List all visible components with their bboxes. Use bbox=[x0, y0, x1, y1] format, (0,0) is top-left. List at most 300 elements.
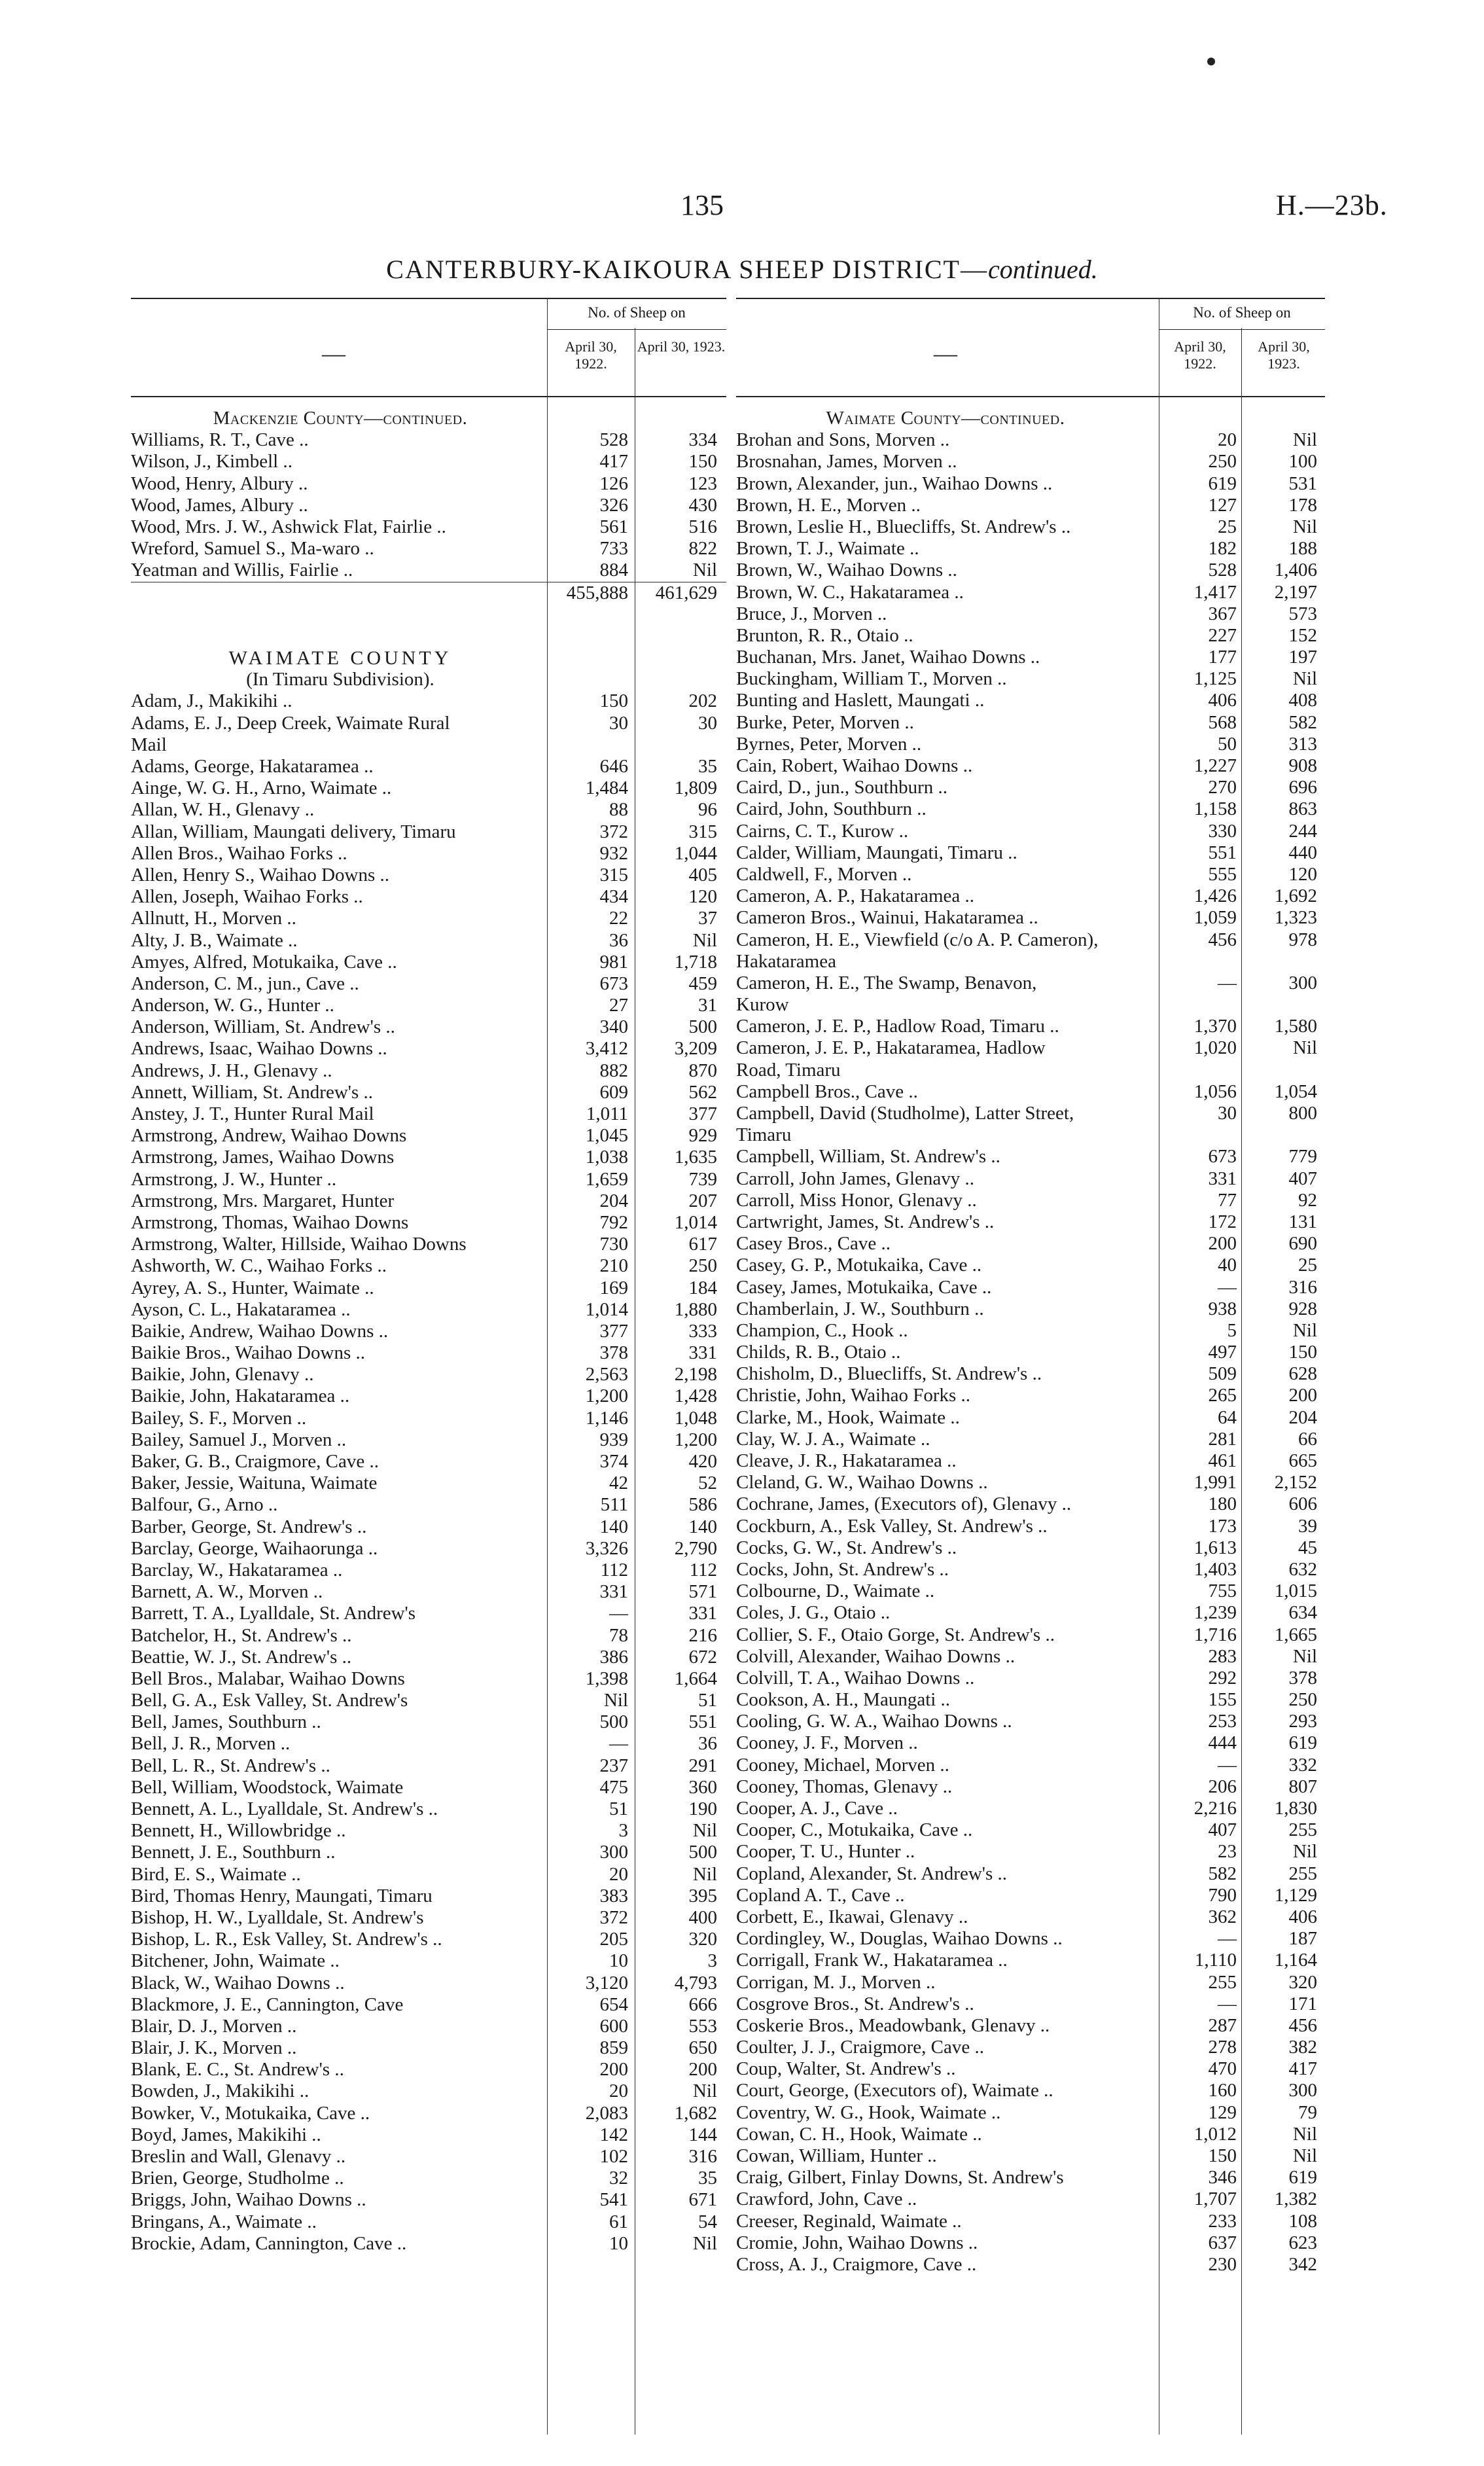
table-row bbox=[131, 1082, 726, 1103]
owner-name: Balfour, G., Arno .. bbox=[131, 1494, 278, 1516]
owner-name: Cross, A. J., Craigmore, Cave .. bbox=[736, 2253, 977, 2275]
owner-name: Allan, William, Maungati delivery, Timaru bbox=[131, 821, 456, 842]
sheep-1923: 52 bbox=[698, 1473, 717, 1494]
owner-name: Bell, J. R., Morven .. bbox=[131, 1733, 291, 1755]
table-row bbox=[131, 626, 726, 647]
owner-name: Bennett, H., Willowbridge .. bbox=[131, 1820, 346, 1842]
table-row bbox=[736, 1537, 1325, 1559]
sheep-1923: Nil bbox=[1292, 1645, 1317, 1667]
owner-name: Casey, James, Motukaika, Cave .. bbox=[736, 1276, 992, 1298]
table-row bbox=[131, 1777, 726, 1798]
sheep-1922: 582 bbox=[1208, 1863, 1237, 1884]
sheep-1922: 444 bbox=[1208, 1732, 1237, 1754]
sheep-1922: 509 bbox=[1208, 1363, 1237, 1385]
sheep-1923: 500 bbox=[688, 1016, 717, 1038]
owner-name: Boyd, James, Makikihi .. bbox=[131, 2124, 321, 2145]
sheep-1922: 1,200 bbox=[585, 1385, 628, 1407]
sheep-1922: 233 bbox=[1208, 2210, 1237, 2232]
owner-name: Buckingham, William T., Morven .. bbox=[736, 668, 1007, 690]
owner-name: Cameron, J. E. P., Hakataramea, Hadlow bbox=[736, 1037, 1046, 1059]
table-row bbox=[131, 1973, 726, 1994]
sheep-1922: 1,110 bbox=[1194, 1950, 1237, 1971]
sheep-1922: 372 bbox=[599, 1906, 628, 1928]
sheep-1923: 908 bbox=[1288, 755, 1317, 776]
table-row bbox=[131, 865, 726, 886]
sheep-1922: 1,417 bbox=[1193, 581, 1237, 603]
sheep-1922: 331 bbox=[599, 1581, 628, 1603]
table-row bbox=[736, 1190, 1325, 1211]
sheep-1923: 37 bbox=[698, 908, 717, 929]
owner-name: Cooney, Michael, Morven .. bbox=[736, 1754, 949, 1776]
sheep-1922: 938 bbox=[1208, 1298, 1237, 1319]
sheep-1923: 3 bbox=[707, 1950, 717, 1972]
sheep-1922: 1,484 bbox=[585, 777, 628, 799]
sheep-1923: 377 bbox=[688, 1103, 717, 1124]
sheep-1923: 300 bbox=[1288, 972, 1317, 993]
owner-name: Cochrane, James, (Executors of), Glenavy .. bbox=[736, 1493, 1072, 1515]
owner-name: Corrigall, Frank W., Hakataramea .. bbox=[736, 1950, 1008, 1971]
table-row bbox=[131, 1342, 726, 1364]
sheep-1922: 78 bbox=[609, 1624, 628, 1646]
sheep-1923: 573 bbox=[1288, 603, 1317, 624]
sheep-1922: 619 bbox=[1208, 473, 1237, 494]
owner-name: Wilson, J., Kimbell .. bbox=[131, 451, 292, 473]
table-row bbox=[736, 1755, 1325, 1776]
owner-name: Brown, W. C., Hakataramea .. bbox=[736, 581, 964, 603]
owner-name: Carroll, Miss Honor, Glenavy .. bbox=[736, 1189, 977, 1211]
owner-name: Williams, R. T., Cave .. bbox=[131, 429, 309, 451]
sheep-1922: 1,239 bbox=[1193, 1602, 1237, 1624]
table-row bbox=[131, 1016, 726, 1038]
owner-name: Bunting and Haslett, Maungati .. bbox=[736, 690, 985, 711]
table-row bbox=[131, 1907, 726, 1929]
sheep-1923: 1,014 bbox=[674, 1211, 717, 1233]
table-row bbox=[131, 2211, 726, 2233]
sheep-1922: 10 bbox=[609, 1950, 628, 1972]
owner-name: Adams, E. J., Deep Creek, Waimate Rural bbox=[131, 712, 450, 734]
owner-name: Allen, Joseph, Waihao Forks .. bbox=[131, 886, 363, 908]
table-row bbox=[736, 1407, 1325, 1429]
table-row bbox=[736, 2058, 1325, 2080]
sheep-1923: 1,129 bbox=[1274, 1884, 1317, 1906]
sheep-1922: 377 bbox=[599, 1320, 628, 1342]
owner-name: Wreford, Samuel S., Ma-waro .. bbox=[131, 538, 374, 560]
owner-name: Caird, D., jun., Southburn .. bbox=[736, 777, 948, 798]
sheep-1923: 92 bbox=[1298, 1189, 1317, 1211]
owner-name: Bowden, J., Makikihi .. bbox=[131, 2081, 309, 2102]
sheep-1923: Nil bbox=[692, 1820, 717, 1842]
table-row bbox=[131, 2103, 726, 2124]
table-row bbox=[736, 1016, 1325, 1037]
table-row bbox=[736, 1060, 1325, 1081]
table-row bbox=[736, 1429, 1325, 1450]
table-row bbox=[131, 1733, 726, 1755]
sheep-1922: 455,888 bbox=[566, 582, 628, 603]
sheep-1922: 20 bbox=[609, 2081, 628, 2102]
owner-name: Calder, William, Maungati, Timaru .. bbox=[736, 842, 1017, 863]
owner-name: Buchanan, Mrs. Janet, Waihao Downs .. bbox=[736, 647, 1040, 668]
table-row bbox=[131, 1451, 726, 1473]
owner-name: Anstey, J. T., Hunter Rural Mail bbox=[131, 1103, 374, 1124]
sheep-1922: 64 bbox=[1218, 1406, 1237, 1428]
sheep-1923: 120 bbox=[1288, 863, 1317, 885]
sheep-1922: 112 bbox=[600, 1559, 628, 1581]
sheep-1923: 255 bbox=[1288, 1863, 1317, 1884]
sheep-1923: 131 bbox=[1288, 1211, 1317, 1232]
table-row bbox=[736, 2211, 1325, 2232]
table-row bbox=[736, 798, 1325, 820]
sheep-1923: 316 bbox=[688, 2146, 717, 2167]
table-row bbox=[131, 1299, 726, 1321]
table-row bbox=[131, 2059, 726, 2081]
owner-name: Armstrong, Walter, Hillside, Waihao Downs bbox=[131, 1234, 467, 1255]
owner-name: Clarke, M., Hook, Waimate .. bbox=[736, 1406, 960, 1428]
table-row bbox=[736, 1559, 1325, 1581]
table-row bbox=[131, 734, 726, 756]
sheep-1922: 461 bbox=[1208, 1450, 1237, 1471]
page-number: 135 bbox=[680, 189, 724, 221]
sheep-1922: 372 bbox=[599, 821, 628, 842]
sheep-1922: 500 bbox=[599, 1711, 628, 1733]
table-row bbox=[736, 1342, 1325, 1363]
owner-name: Andrews, J. H., Glenavy .. bbox=[131, 1060, 332, 1081]
sheep-1922: 528 bbox=[599, 429, 628, 451]
table-row bbox=[736, 2015, 1325, 2037]
sheep-1923: 1,580 bbox=[1274, 1016, 1317, 1037]
table-row bbox=[736, 668, 1325, 690]
header-year-1923: April 30, 1923. bbox=[637, 338, 726, 355]
table-row bbox=[736, 951, 1325, 973]
sheep-1922: 292 bbox=[1208, 1667, 1237, 1689]
sheep-1922: 541 bbox=[599, 2189, 628, 2211]
sheep-1922: 1,038 bbox=[585, 1147, 628, 1168]
sheep-1922: — bbox=[1218, 1276, 1237, 1298]
sheep-1922: 177 bbox=[1208, 647, 1237, 668]
sheep-1922: 654 bbox=[599, 1993, 628, 2015]
right-table bbox=[736, 298, 1325, 2435]
owner-name: Cleland, G. W., Waihao Downs .. bbox=[736, 1472, 988, 1493]
sheep-1922: 475 bbox=[599, 1776, 628, 1798]
sheep-1922: 939 bbox=[599, 1429, 628, 1450]
sheep-1922: 859 bbox=[599, 2037, 628, 2059]
sheep-1923: 407 bbox=[1288, 1168, 1317, 1189]
owner-name: Ayson, C. L., Hakataramea .. bbox=[131, 1298, 351, 1320]
sheep-1923: 1,323 bbox=[1274, 907, 1317, 929]
owner-name: Cooper, C., Motukaika, Cave .. bbox=[736, 1819, 973, 1841]
sheep-1922: 23 bbox=[1218, 1841, 1237, 1863]
sheep-1922: 1,991 bbox=[1193, 1472, 1237, 1493]
sheep-1922: 30 bbox=[609, 712, 628, 734]
owner-name: Barnett, A. W., Morven .. bbox=[131, 1581, 323, 1603]
table-row bbox=[736, 929, 1325, 951]
sheep-1922: 180 bbox=[1208, 1493, 1237, 1515]
owner-name: Baker, Jessie, Waituna, Waimate bbox=[131, 1473, 378, 1494]
owner-name: Corrigan, M. J., Morven .. bbox=[736, 1971, 936, 1993]
sheep-1922: 407 bbox=[1208, 1819, 1237, 1841]
sheep-1922: 790 bbox=[1208, 1884, 1237, 1906]
sheep-1922: 283 bbox=[1208, 1645, 1237, 1667]
sheep-1923: 150 bbox=[1288, 1342, 1317, 1363]
sheep-1922: 1,370 bbox=[1193, 1016, 1237, 1037]
owner-name: Cairns, C. T., Kurow .. bbox=[736, 820, 909, 842]
sheep-1922: 981 bbox=[599, 951, 628, 973]
owner-name: Bishop, H. W., Lyalldale, St. Andrew's bbox=[131, 1906, 424, 1928]
table-row bbox=[736, 1798, 1325, 1819]
sheep-1922: 1,707 bbox=[1193, 2189, 1237, 2210]
table-row bbox=[736, 1732, 1325, 1754]
sheep-1923: 255 bbox=[1288, 1819, 1317, 1841]
table-row bbox=[736, 1841, 1325, 1863]
sheep-1922: 386 bbox=[599, 1646, 628, 1668]
owner-name: Colvill, Alexander, Waihao Downs .. bbox=[736, 1645, 1016, 1667]
table-row bbox=[131, 756, 726, 777]
sheep-1922: 1,011 bbox=[586, 1103, 628, 1124]
sheep-1922: 155 bbox=[1208, 1689, 1237, 1711]
sheep-1922: 1,125 bbox=[1193, 668, 1237, 690]
table-row bbox=[131, 995, 726, 1016]
owner-name: Baker, G. B., Craigmore, Cave .. bbox=[131, 1451, 379, 1472]
sheep-1923: 632 bbox=[1288, 1558, 1317, 1580]
owner-name: Blank, E. C., St. Andrew's .. bbox=[131, 2059, 344, 2081]
sheep-1923: 531 bbox=[1288, 473, 1317, 494]
sheep-1922: 609 bbox=[599, 1081, 628, 1103]
sheep-1923: Nil bbox=[1292, 2123, 1317, 2145]
table-row bbox=[736, 2037, 1325, 2058]
table-row bbox=[131, 1798, 726, 1820]
left-table bbox=[131, 298, 726, 2435]
table-row bbox=[131, 1321, 726, 1342]
owner-name: Road, Timaru bbox=[736, 1059, 841, 1081]
table-row bbox=[736, 1624, 1325, 1646]
sheep-1922: 51 bbox=[609, 1798, 628, 1819]
sheep-1923: 690 bbox=[1288, 1233, 1317, 1255]
sheep-1923: 334 bbox=[688, 429, 717, 451]
table-row bbox=[131, 1147, 726, 1168]
owner-name: Bell, G. A., Esk Valley, St. Andrew's bbox=[131, 1690, 408, 1711]
sheep-1923: 112 bbox=[689, 1559, 717, 1581]
sheep-1923: 551 bbox=[688, 1711, 717, 1733]
table-row bbox=[131, 2016, 726, 2037]
table-row bbox=[131, 2037, 726, 2059]
owner-name: Mackenzie County—continued. bbox=[213, 408, 468, 429]
sheep-1923: 1,809 bbox=[674, 777, 717, 799]
sheep-1923: 395 bbox=[688, 1885, 717, 1906]
owner-name: Coles, J. G., Otaio .. bbox=[736, 1602, 891, 1624]
sheep-1922: 568 bbox=[1208, 711, 1237, 733]
table-row bbox=[736, 1581, 1325, 1602]
table-row bbox=[131, 1278, 726, 1299]
sheep-1922: 150 bbox=[1208, 2145, 1237, 2166]
sheep-1922: 182 bbox=[1208, 538, 1237, 560]
owner-name: Black, W., Waihao Downs .. bbox=[131, 1972, 345, 1993]
sheep-1922: — bbox=[609, 1733, 628, 1755]
owner-name: Crawford, John, Cave .. bbox=[736, 2189, 917, 2210]
table-header bbox=[736, 298, 1325, 397]
sheep-1923: 200 bbox=[1288, 1385, 1317, 1406]
sheep-1922: 40 bbox=[1218, 1255, 1237, 1276]
owner-name: Barclay, W., Hakataramea .. bbox=[131, 1559, 343, 1581]
table-row bbox=[131, 1212, 726, 1234]
sheep-1923: 650 bbox=[688, 2037, 717, 2059]
sheep-1922: 140 bbox=[599, 1516, 628, 1537]
owner-name: Coskerie Bros., Meadowbank, Glenavy .. bbox=[736, 2014, 1050, 2036]
sheep-1923: 440 bbox=[1288, 842, 1317, 863]
owner-name: Bennett, A. L., Lyalldale, St. Andrew's .. bbox=[131, 1798, 438, 1819]
county-heading bbox=[131, 647, 726, 669]
owner-name: WAIMATE COUNTY bbox=[228, 647, 452, 670]
sheep-1923: 4,793 bbox=[674, 1972, 717, 1993]
sheep-1923: 152 bbox=[1288, 624, 1317, 646]
table-row bbox=[131, 1408, 726, 1429]
table-row bbox=[736, 647, 1325, 668]
table-row bbox=[736, 1928, 1325, 1950]
sheep-1923: 672 bbox=[688, 1646, 717, 1668]
sheep-1923: 739 bbox=[688, 1168, 717, 1190]
sheep-1922: 884 bbox=[599, 560, 628, 581]
header-year-1922: April 30, 1922. bbox=[1174, 338, 1226, 372]
sheep-1923: 1,428 bbox=[674, 1385, 717, 1407]
sheep-1923: 623 bbox=[1288, 2232, 1317, 2253]
sheep-1923: 300 bbox=[1288, 2080, 1317, 2101]
table-row bbox=[131, 473, 726, 495]
sheep-1922: Nil bbox=[603, 1690, 628, 1711]
sheep-1922: 331 bbox=[1208, 1168, 1237, 1189]
owner-name: Brown, Leslie H., Bluecliffs, St. Andrew's .. bbox=[736, 516, 1071, 537]
sheep-1923: 606 bbox=[1288, 1493, 1317, 1515]
table-row bbox=[131, 1125, 726, 1147]
sheep-1922: 281 bbox=[1208, 1428, 1237, 1450]
table-row bbox=[736, 516, 1325, 538]
sheep-1923: 1,054 bbox=[1274, 1081, 1317, 1102]
table-row bbox=[131, 1625, 726, 1647]
sheep-1923: Nil bbox=[1292, 516, 1317, 537]
owner-name: Childs, R. B., Otaio .. bbox=[736, 1342, 901, 1363]
table-row bbox=[131, 973, 726, 995]
sheep-1922: 287 bbox=[1208, 2014, 1237, 2036]
sheep-1922: 3 bbox=[618, 1820, 628, 1842]
sheep-1923: Nil bbox=[1292, 1841, 1317, 1863]
sheep-1923: 562 bbox=[688, 1081, 717, 1103]
owner-name: Bruce, J., Morven .. bbox=[736, 603, 887, 624]
sheep-1923: 293 bbox=[1288, 1711, 1317, 1732]
owner-name: Mail bbox=[131, 734, 167, 755]
table-row bbox=[131, 1494, 726, 1516]
owner-name: Cain, Robert, Waihao Downs .. bbox=[736, 755, 973, 776]
owner-name: Bowker, V., Motukaika, Cave .. bbox=[131, 2102, 370, 2124]
sheep-1922: 456 bbox=[1208, 929, 1237, 950]
owner-name: Baikie, Andrew, Waihao Downs .. bbox=[131, 1320, 389, 1342]
header-sheep-count: No. of Sheep on bbox=[588, 304, 686, 321]
table-row bbox=[131, 1364, 726, 1385]
table-row bbox=[131, 930, 726, 952]
owner-name: Cameron, J. E. P., Hadlow Road, Timaru .. bbox=[736, 1016, 1059, 1037]
owner-name: Allnutt, H., Morven .. bbox=[131, 908, 296, 929]
owner-name: Cookson, A. H., Maungati .. bbox=[736, 1689, 951, 1711]
table-row bbox=[131, 429, 726, 451]
owner-name: Coventry, W. G., Hook, Waimate .. bbox=[736, 2101, 1001, 2123]
owner-name: Cordingley, W., Douglas, Waihao Downs .. bbox=[736, 1928, 1063, 1950]
table-row bbox=[736, 1493, 1325, 1515]
sheep-1923: 207 bbox=[688, 1190, 717, 1211]
sheep-1922: 1,014 bbox=[585, 1298, 628, 1320]
table-row bbox=[736, 690, 1325, 711]
sheep-1923: 31 bbox=[698, 995, 717, 1016]
owner-name: Caird, John, Southburn .. bbox=[736, 798, 927, 820]
sheep-1922: 1,146 bbox=[585, 1407, 628, 1429]
table-row bbox=[131, 2124, 726, 2146]
owner-name: Bitchener, John, Waimate .. bbox=[131, 1950, 340, 1972]
owner-name: Allen, Henry S., Waihao Downs .. bbox=[131, 864, 390, 885]
sheep-1923: 420 bbox=[688, 1451, 717, 1472]
owner-name: Bird, Thomas Henry, Maungati, Timaru bbox=[131, 1885, 433, 1906]
table-row bbox=[131, 604, 726, 626]
owner-name: Cooper, A. J., Cave .. bbox=[736, 1798, 898, 1819]
sheep-1923: 382 bbox=[1288, 2037, 1317, 2058]
table-row bbox=[736, 973, 1325, 994]
table-row bbox=[736, 1819, 1325, 1841]
table-row bbox=[736, 1233, 1325, 1255]
sheep-1923: 619 bbox=[1288, 2167, 1317, 2189]
owner-name: Chamberlain, J. W., Southburn .. bbox=[736, 1298, 984, 1319]
table-row bbox=[736, 1081, 1325, 1103]
sheep-1923: 1,635 bbox=[674, 1147, 717, 1168]
sheep-1922: 10 bbox=[609, 2232, 628, 2254]
owner-name: Batchelor, H., St. Andrew's .. bbox=[131, 1624, 352, 1646]
sheep-1922: — bbox=[609, 1603, 628, 1624]
sheep-1923: 291 bbox=[688, 1755, 717, 1776]
table-row bbox=[131, 952, 726, 973]
header-year-1922: April 30, 1922. bbox=[565, 338, 617, 372]
page-title bbox=[0, 254, 1484, 285]
sheep-1922: 50 bbox=[1218, 733, 1237, 755]
owner-name: Barber, George, St. Andrew's .. bbox=[131, 1516, 367, 1537]
sheep-1922: 36 bbox=[609, 929, 628, 951]
table-row bbox=[736, 1972, 1325, 1993]
sheep-1922: 150 bbox=[599, 690, 628, 712]
sheep-1923: 54 bbox=[698, 2211, 717, 2232]
owner-name: Yeatman and Willis, Fairlie .. bbox=[131, 560, 353, 581]
table-row bbox=[736, 538, 1325, 560]
sheep-1923: 1,015 bbox=[1274, 1581, 1317, 1602]
sheep-1923: 516 bbox=[688, 516, 717, 537]
table-row bbox=[736, 625, 1325, 647]
sheep-1923: 430 bbox=[688, 494, 717, 516]
sheep-1923: 666 bbox=[688, 1993, 717, 2015]
owner-name: Campbell, William, St. Andrew's .. bbox=[736, 1146, 1000, 1168]
sheep-1923: 216 bbox=[688, 1624, 717, 1646]
sheep-1923: 617 bbox=[688, 1234, 717, 1255]
sheep-1923: 187 bbox=[1288, 1928, 1317, 1950]
sheep-1923: 378 bbox=[1288, 1667, 1317, 1689]
owner-name: Wood, James, Albury .. bbox=[131, 494, 308, 516]
table-row bbox=[736, 2167, 1325, 2189]
table-row bbox=[131, 1255, 726, 1277]
table-row bbox=[736, 1037, 1325, 1059]
sheep-1923: 978 bbox=[1288, 929, 1317, 950]
sheep-1923: 150 bbox=[688, 451, 717, 473]
sheep-1923: 204 bbox=[1288, 1406, 1317, 1428]
sheep-1923: 184 bbox=[688, 1277, 717, 1298]
sheep-1923: 51 bbox=[698, 1690, 717, 1711]
table-row bbox=[736, 755, 1325, 777]
owner-name: Brockie, Adam, Cannington, Cave .. bbox=[131, 2232, 407, 2254]
sheep-1922: 1,613 bbox=[1193, 1537, 1237, 1558]
owner-name: Cameron, H. E., The Swamp, Benavon, bbox=[736, 972, 1037, 993]
table-row bbox=[131, 2168, 726, 2189]
sheep-1922: 205 bbox=[599, 1929, 628, 1950]
owner-name: Blair, J. K., Morven .. bbox=[131, 2037, 297, 2059]
sheep-1922: 497 bbox=[1208, 1342, 1237, 1363]
